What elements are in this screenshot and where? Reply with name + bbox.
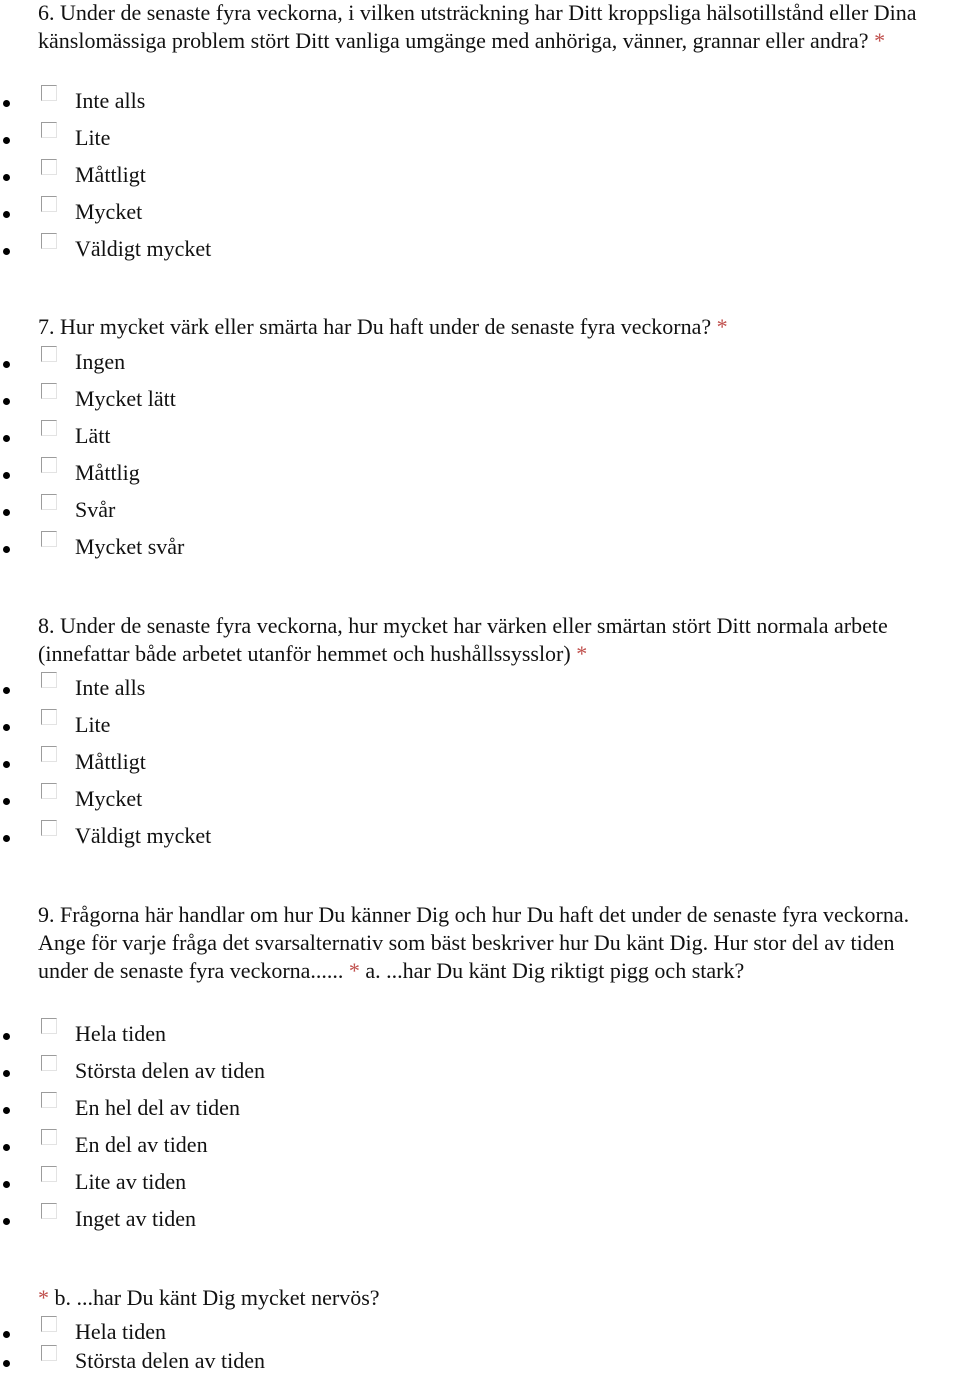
question-7-text [38, 313, 943, 341]
bullet [3, 472, 10, 479]
bullet [3, 1181, 10, 1188]
option-label: Inget av tiden [75, 1206, 196, 1231]
checkbox[interactable] [41, 746, 57, 762]
bullet [3, 1033, 10, 1040]
checkbox[interactable] [41, 85, 57, 101]
question-6-text [38, 0, 943, 55]
option-label: Mycket svår [75, 534, 185, 559]
checkbox[interactable] [41, 346, 57, 362]
option-q9b-2[interactable] [0, 1344, 960, 1381]
question-7-label: 7. Hur mycket värk eller smärta har Du haft under de senaste fyra veckorna? [38, 314, 712, 339]
option-q8-4[interactable] [0, 782, 960, 819]
checkbox[interactable] [41, 420, 57, 436]
option-q6-3[interactable] [0, 158, 960, 195]
bullet [3, 100, 10, 107]
checkbox[interactable] [41, 1203, 57, 1219]
bullet [3, 211, 10, 218]
option-label: Väldigt mycket [75, 236, 212, 261]
option-label: Lätt [75, 423, 111, 448]
checkbox[interactable] [41, 820, 57, 836]
option-q7-3[interactable] [0, 419, 960, 456]
option-label: Väldigt mycket [75, 823, 212, 848]
checkbox[interactable] [41, 709, 57, 725]
option-label: En del av tiden [75, 1132, 208, 1157]
option-label: Hela tiden [75, 1021, 167, 1046]
option-label: Inte alls [75, 675, 146, 700]
question-9-text [38, 901, 943, 985]
option-q8-2[interactable] [0, 708, 960, 745]
required-asterisk: * [874, 28, 886, 53]
question-9-label: 9. Frågorna här handlar om hur Du känner Dig och hur Du haft det under de senaste fyra veckorna. Ange för varje fråga det svarsalternativ som bäst beskriver hur Du känt Dig. Hur stor del av tiden under de senaste fyra veckorna...... [38, 902, 910, 983]
bullet [3, 435, 10, 442]
checkbox[interactable] [41, 531, 57, 547]
bullet [3, 248, 10, 255]
required-asterisk: * [38, 1285, 49, 1310]
option-q9a-2[interactable] [0, 1054, 960, 1091]
question-9b-text [38, 1284, 943, 1312]
checkbox[interactable] [41, 1018, 57, 1034]
bullet [3, 1331, 10, 1338]
required-asterisk: * [576, 641, 588, 666]
option-label: En hel del av tiden [75, 1095, 240, 1120]
option-label: Lite [75, 125, 111, 150]
option-q6-1[interactable] [0, 84, 960, 121]
checkbox[interactable] [41, 672, 57, 688]
option-q9a-5[interactable] [0, 1165, 960, 1202]
bullet [3, 546, 10, 553]
option-label: Inte alls [75, 88, 146, 113]
checkbox[interactable] [41, 494, 57, 510]
option-label: Måttlig [75, 460, 140, 485]
bullet [3, 174, 10, 181]
bullet [3, 137, 10, 144]
checkbox[interactable] [41, 457, 57, 473]
option-label: Lite av tiden [75, 1169, 187, 1194]
option-label: Största delen av tiden [75, 1058, 266, 1083]
option-label: Mycket lätt [75, 386, 176, 411]
option-q8-5[interactable] [0, 819, 960, 856]
option-q6-4[interactable] [0, 195, 960, 232]
option-q7-6[interactable] [0, 530, 960, 567]
required-asterisk: * [716, 314, 728, 339]
option-q7-2[interactable] [0, 382, 960, 419]
option-q6-2[interactable] [0, 121, 960, 158]
option-label: Ingen [75, 349, 126, 374]
option-q7-1[interactable] [0, 345, 960, 382]
question-9a-label: a. ...har Du känt Dig riktigt pigg och stark? [365, 958, 745, 983]
checkbox[interactable] [41, 233, 57, 249]
option-q9a-3[interactable] [0, 1091, 960, 1128]
bullet [3, 1070, 10, 1077]
option-label: Svår [75, 497, 116, 522]
checkbox[interactable] [41, 1345, 57, 1361]
checkbox[interactable] [41, 159, 57, 175]
bullet [3, 724, 10, 731]
checkbox[interactable] [41, 122, 57, 138]
bullet [3, 361, 10, 368]
checkbox[interactable] [41, 1055, 57, 1071]
option-label: Måttligt [75, 749, 146, 774]
option-q6-5[interactable] [0, 232, 960, 269]
question-9b-label: b. ...har Du känt Dig mycket nervös? [54, 1285, 380, 1310]
checkbox[interactable] [41, 1316, 57, 1332]
bullet [3, 1360, 10, 1367]
option-q9a-4[interactable] [0, 1128, 960, 1165]
option-label: Mycket [75, 199, 143, 224]
checkbox[interactable] [41, 1092, 57, 1108]
bullet [3, 761, 10, 768]
question-8-text [38, 612, 943, 668]
bullet [3, 1144, 10, 1151]
option-q8-3[interactable] [0, 745, 960, 782]
checkbox[interactable] [41, 196, 57, 212]
option-q7-4[interactable] [0, 456, 960, 493]
checkbox[interactable] [41, 383, 57, 399]
bullet [3, 509, 10, 516]
required-asterisk: * [348, 958, 360, 983]
bullet [3, 398, 10, 405]
question-6-label: 6. Under de senaste fyra veckorna, i vilken utsträckning har Ditt kroppsliga hälsotillstånd eller Dina känslomässiga problem stört Ditt vanliga umgänge med anhöriga, vänner, grannar eller andra? [38, 0, 917, 53]
bullet [3, 835, 10, 842]
option-q9a-1[interactable] [0, 1017, 960, 1054]
option-q7-5[interactable] [0, 493, 960, 530]
bullet [3, 798, 10, 805]
bullet [3, 687, 10, 694]
bullet [3, 1218, 10, 1225]
option-label: Största delen av tiden [75, 1348, 266, 1373]
option-label: Måttligt [75, 162, 146, 187]
question-8-label: 8. Under de senaste fyra veckorna, hur mycket har värken eller smärtan stört Ditt normala arbete (innefattar både arbetet utanför hemmet och hushållssysslor) [38, 613, 888, 666]
option-label: Mycket [75, 786, 143, 811]
bullet [3, 1107, 10, 1114]
checkbox[interactable] [41, 1166, 57, 1182]
option-q9a-6[interactable] [0, 1202, 960, 1239]
checkbox[interactable] [41, 783, 57, 799]
option-label: Lite [75, 712, 111, 737]
option-q8-1[interactable] [0, 671, 960, 708]
option-label: Hela tiden [75, 1319, 167, 1344]
checkbox[interactable] [41, 1129, 57, 1145]
